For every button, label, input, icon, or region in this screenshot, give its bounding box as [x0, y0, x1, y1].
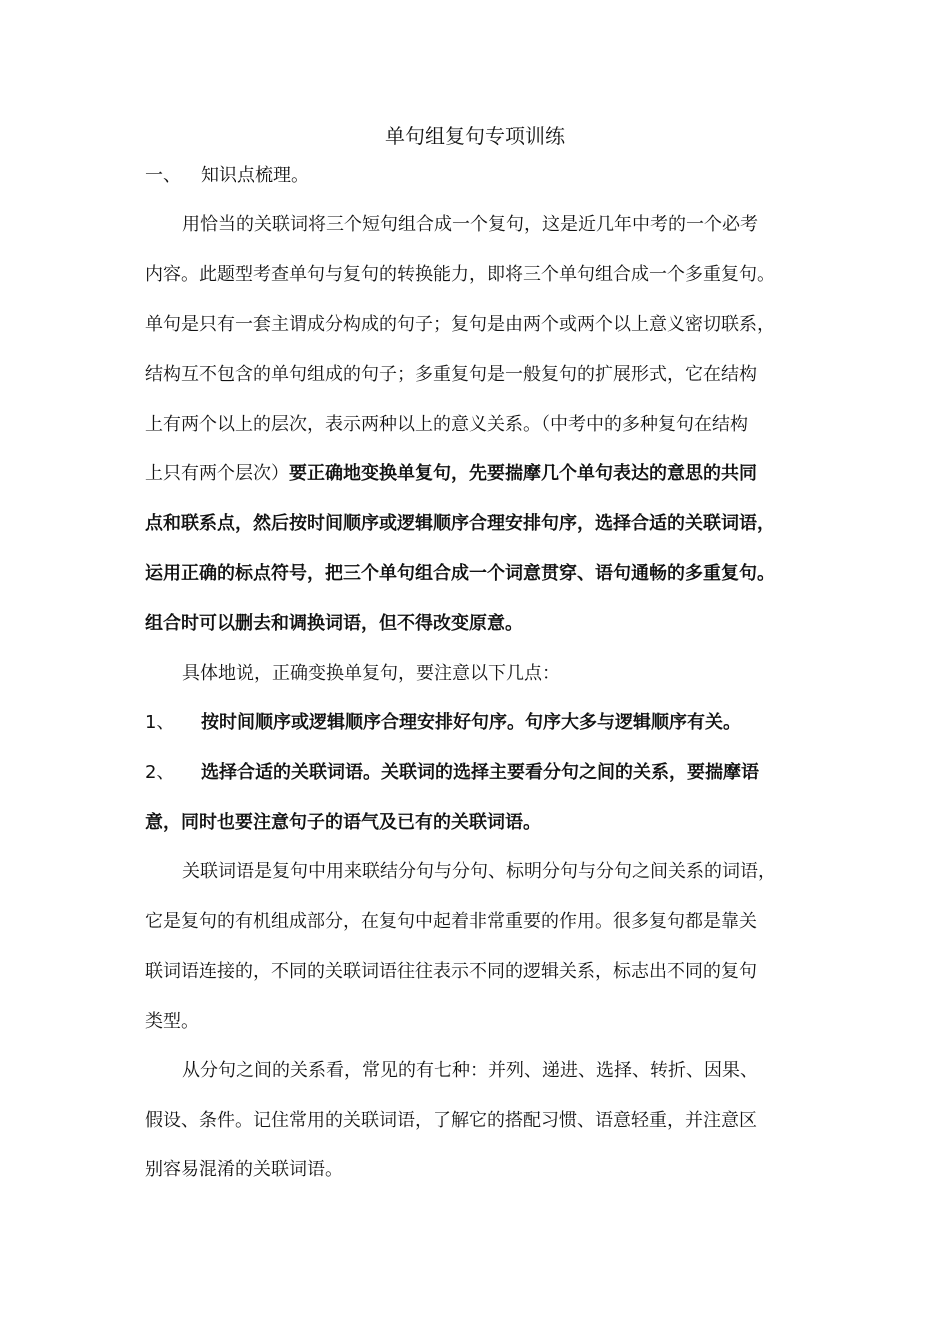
paragraph-line: 关联词语是复句中用来联结分句与分句、标明分句与分句之间关系的词语， [182, 861, 776, 882]
list-item-number: 1、 [145, 712, 175, 733]
paragraph-bold-text: 要正确地变换单复句，先要揣摩几个单句表达的意思的共同 [289, 463, 757, 484]
section-number: 一、 [145, 165, 181, 186]
paragraph-line: 上有两个以上的层次，表示两种以上的意义关系。（中考中的多种复句在结构 [145, 414, 748, 435]
list-item-text: 意，同时也要注意句子的语气及已有的关联词语。 [145, 812, 541, 833]
section-heading: 知识点梳理。 [201, 165, 309, 186]
paragraph-line: 从分句之间的关系看，常见的有七种：并列、递进、选择、转折、因果、 [182, 1060, 758, 1081]
paragraph-line: 联词语连接的，不同的关联词语往往表示不同的逻辑关系，标志出不同的复句 [145, 961, 757, 982]
paragraph-line: 假设、条件。记住常用的关联词语，了解它的搭配习惯、语意轻重，并注意区 [145, 1110, 757, 1131]
paragraph-line [145, 460, 757, 488]
paragraph-bold-line: 组合时可以删去和调换词语，但不得改变原意。 [145, 613, 523, 634]
paragraph-line: 单句是只有一套主谓成分构成的句子；复句是由两个或两个以上意义密切联系， [145, 314, 775, 335]
paragraph-bold-line: 点和联系点，然后按时间顺序或逻辑顺序合理安排句序，选择合适的关联词语， [145, 513, 775, 534]
paragraph-line: 具体地说，正确变换单复句，要注意以下几点： [182, 663, 560, 684]
page-title: 单句组复句专项训练 [385, 124, 565, 148]
paragraph-line: 用恰当的关联词将三个短句组合成一个复句，这是近几年中考的一个必考 [182, 214, 758, 235]
paragraph-line: 类型。 [145, 1011, 199, 1032]
list-item-text: 选择合适的关联词语。关联词的选择主要看分句之间的关系，要揣摩语 [201, 762, 759, 783]
paragraph-line: 它是复句的有机组成部分，在复句中起着非常重要的作用。很多复句都是靠关 [145, 911, 757, 932]
list-item-number: 2、 [145, 762, 175, 783]
paragraph-line: 内容。此题型考查单句与复句的转换能力，即将三个单句组合成一个多重复句。 [145, 264, 775, 285]
paragraph-bold-line: 运用正确的标点符号，把三个单句组合成一个词意贯穿、语句通畅的多重复句。 [145, 563, 775, 584]
paragraph-line: 结构互不包含的单句组成的句子；多重复句是一般复句的扩展形式，它在结构 [145, 364, 757, 385]
paragraph-text: 上只有两个层次） [145, 463, 289, 484]
paragraph-line: 别容易混淆的关联词语。 [145, 1159, 343, 1180]
list-item-text: 按时间顺序或逻辑顺序合理安排好句序。句序大多与逻辑顺序有关。 [201, 712, 741, 733]
